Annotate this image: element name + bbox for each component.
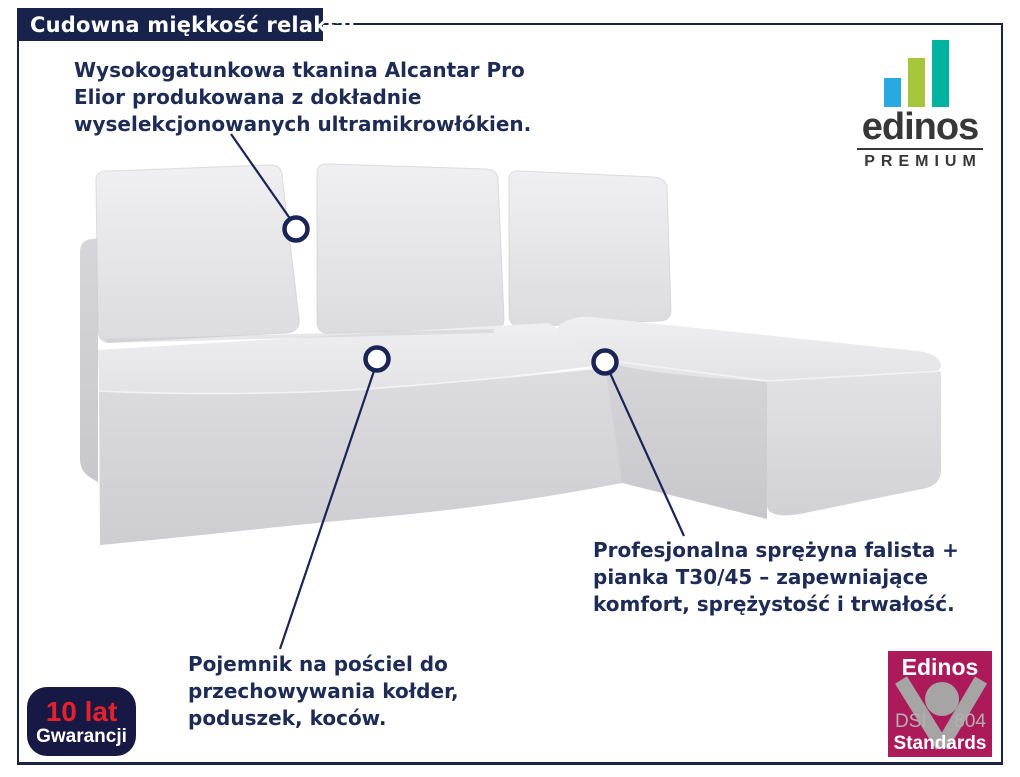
annotation-fabric — [74, 57, 531, 138]
headline-text: Cudowna miękkość relaksu — [30, 12, 356, 37]
headline-banner — [17, 8, 356, 41]
sofa-left-panel — [80, 238, 98, 482]
annotation-storage-line1: Pojemnik na pościel do — [188, 652, 448, 676]
sofa-back-cushion-right — [509, 171, 671, 327]
callout-marker-storage — [366, 348, 389, 371]
annotation-springs-line3: komfort, sprężystość i trwałość. — [593, 592, 955, 616]
logo-divider — [857, 148, 983, 150]
sofa-chaise-left-face — [604, 360, 767, 519]
annotation-fabric-line1: Wysokogatunkowa tkanina Alcantar Pro — [74, 58, 525, 82]
frame-line-left — [17, 40, 19, 762]
sofa-back-cushion-middle — [317, 164, 504, 333]
annotation-storage — [188, 651, 459, 732]
bar-chart-icon — [884, 38, 969, 107]
warranty-badge — [27, 687, 136, 756]
sofa-chaise-front — [767, 371, 941, 515]
logo-bar-blue — [884, 78, 901, 107]
warranty-label: Gwarancji — [36, 725, 127, 747]
logo-bar-teal — [932, 40, 949, 107]
brand-tier: PREMIUM — [864, 153, 982, 170]
standards-badge — [888, 651, 992, 757]
annotation-fabric-line3: wyselekcjonowanych ultramikrowłókien. — [74, 112, 532, 136]
annotation-springs-line1: Profesjonalna sprężyna falista + — [593, 538, 959, 562]
annotation-springs — [593, 537, 959, 618]
standards-number: 804 — [954, 711, 986, 732]
annotation-springs-line2: pianka T30/45 – zapewniające — [593, 565, 929, 589]
annotation-storage-line2: przechowywania kołder, — [188, 679, 459, 703]
logo-bar-green — [908, 58, 925, 107]
frame-line-top — [322, 23, 1003, 25]
annotation-fabric-line2: Elior produkowana z dokładnie — [74, 85, 422, 109]
frame-line-bottom — [17, 762, 1003, 765]
standards-brand: Edinos — [901, 654, 979, 680]
annotation-storage-line3: poduszek, koców. — [188, 706, 387, 730]
warranty-years: 10 lat — [45, 695, 118, 727]
brand-name: edinos — [861, 106, 979, 148]
sofa-back-cushion-left — [96, 165, 299, 342]
standards-dsi: DSI — [895, 711, 927, 732]
callout-marker-fabric — [285, 218, 308, 241]
frame-line-right — [1001, 23, 1003, 765]
callout-marker-springs — [594, 351, 617, 374]
standards-label: Standards — [893, 733, 987, 754]
